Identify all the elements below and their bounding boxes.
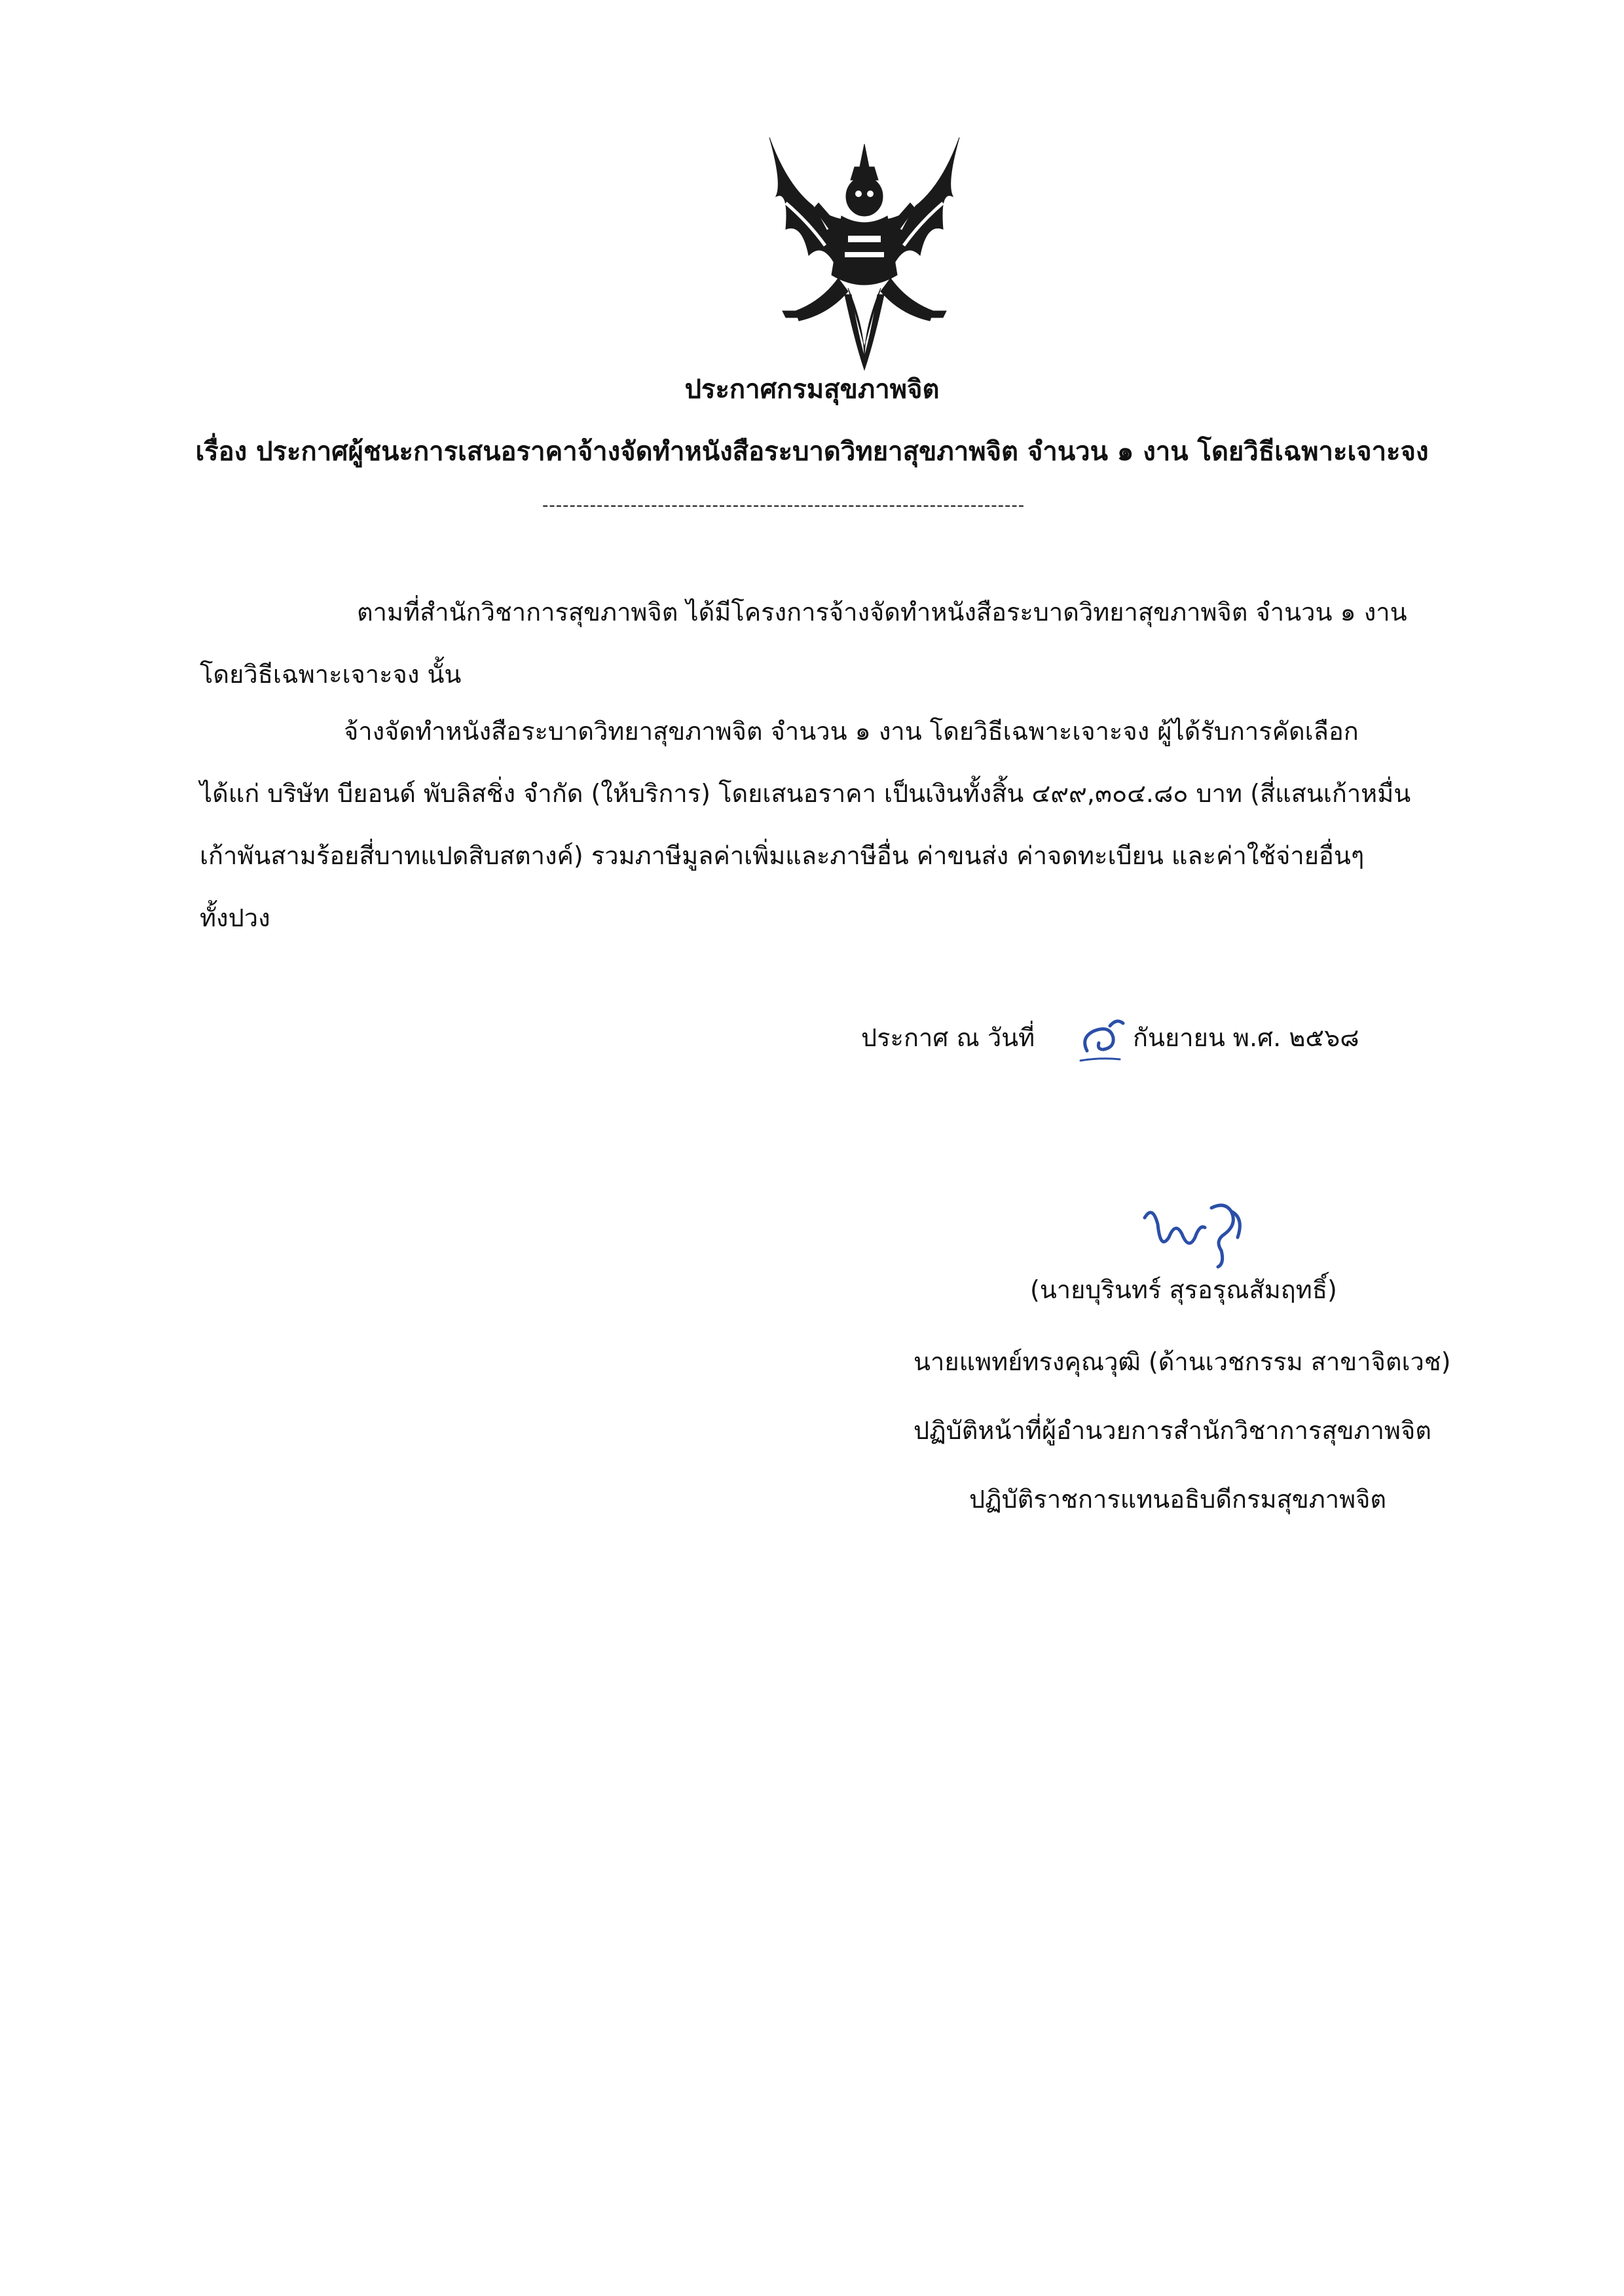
paragraph-2-line-3: เก้าพันสามร้อยสี่บาทแปดสิบสตางค์) รวมภาษีมูลค่าเพิ่มและภาษีอื่น ค่าขนส่ง ค่าจดทะเบียน และค่าใช้จ่ายอื่นๆ xyxy=(200,841,1365,870)
signatory-position-1: นายแพทย์ทรงคุณวุฒิ (ด้านเวชกรรม สาขาจิตเวช) xyxy=(913,1347,1451,1376)
signatory-position-2: ปฏิบัติหน้าที่ผู้อำนวยการสำนักวิชาการสุขภาพจิต xyxy=(913,1416,1431,1445)
handwritten-day-mark xyxy=(1074,1011,1130,1070)
signatory-name: (นายบุรินทร์ สุรอรุณสัมฤทธิ์) xyxy=(1030,1275,1337,1304)
signatory-position-3: ปฏิบัติราชการแทนอธิบดีกรมสุขภาพจิต xyxy=(969,1485,1387,1514)
paragraph-2-line-4: ทั้งปวง xyxy=(200,903,270,932)
garuda-emblem-icon xyxy=(756,131,972,373)
announcement-title: ประกาศกรมสุขภาพจิต xyxy=(684,374,940,405)
date-suffix: กันยายน พ.ศ. ๒๕๖๘ xyxy=(1133,1023,1359,1052)
paragraph-2-line-2: ได้แก่ บริษัท บียอนด์ พับลิสชิ่ง จำกัด (ให้บริการ) โดยเสนอราคา เป็นเงินทั้งสิ้น ๔๙๙,๓๐๔.๘๐ บาท (สี่แสนเก้าหมื่น xyxy=(200,779,1411,808)
paragraph-1-line-1: ตามที่สำนักวิชาการสุขภาพจิต ได้มีโครงการจ้างจัดทำหนังสือระบาดวิทยาสุขภาพจิต จำนวน ๑ งาน xyxy=(357,598,1407,627)
paragraph-2-line-1: จ้างจัดทำหนังสือระบาดวิทยาสุขภาพจิต จำนวน ๑ งาน โดยวิธีเฉพาะเจาะจง ผู้ได้รับการคัดเลือก xyxy=(344,717,1359,746)
date-prefix: ประกาศ ณ วันที่ xyxy=(861,1023,1035,1052)
paragraph-1-line-2: โดยวิธีเฉพาะเจาะจง นั้น xyxy=(200,660,462,689)
divider-line: ----------------------------------------------------------------------- xyxy=(542,496,1025,515)
announcement-subject: เรื่อง ประกาศผู้ชนะการเสนอราคาจ้างจัดทำหนังสือระบาดวิทยาสุขภาพจิต จำนวน ๑ งาน โดยวิธีเฉพาะเจาะจง xyxy=(195,437,1429,467)
handwritten-signature-mark xyxy=(1139,1198,1264,1270)
